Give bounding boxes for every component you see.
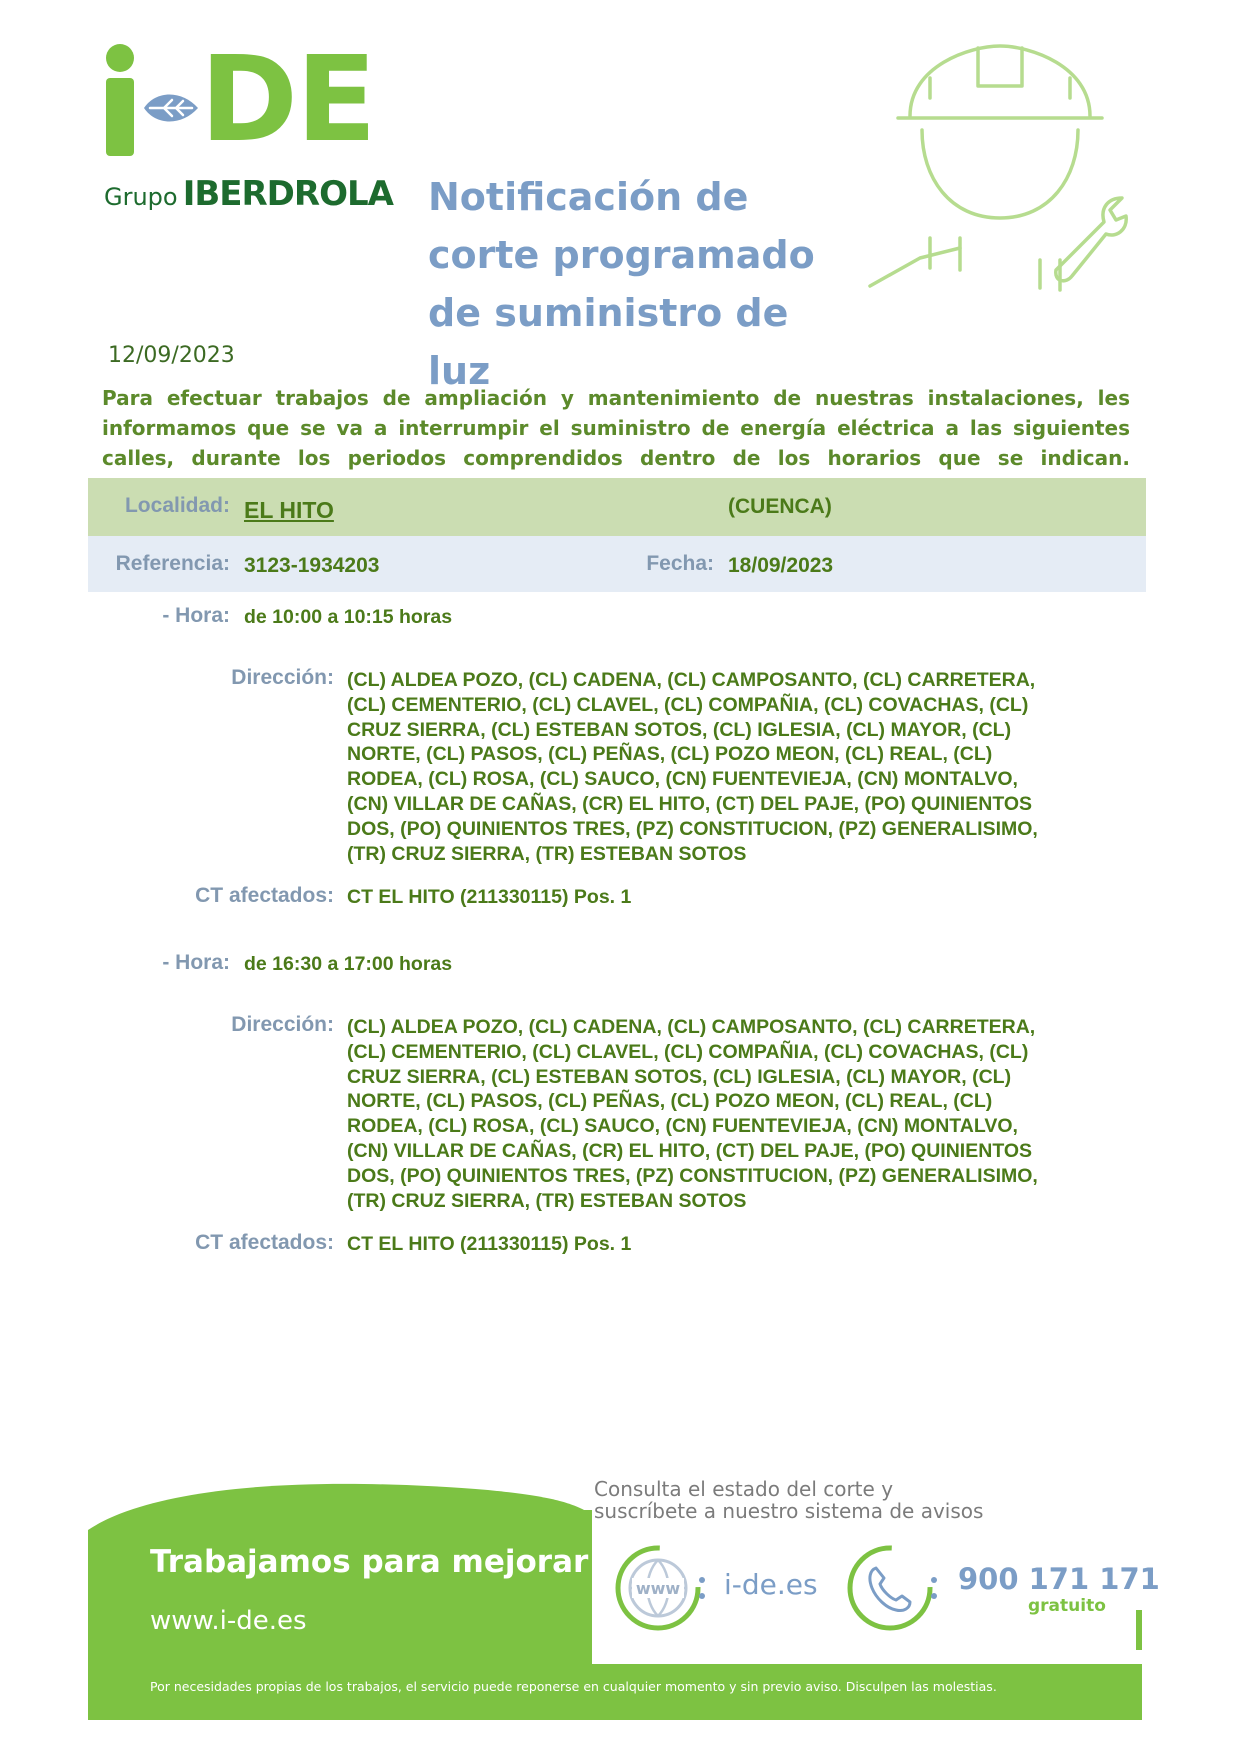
ct-label: CT afectados: [195,1231,334,1254]
ct-value: CT EL HITO (211330115) Pos. 1 [347,1233,632,1255]
footer-consulta: Consulta el estado del corte y suscríbete a nuestro sistema de avisos [594,1477,984,1523]
notice-date: 12/09/2023 [108,343,235,368]
ct-label: CT afectados: [195,884,334,907]
localidad-value: EL HITO [244,497,334,523]
footer-phone[interactable]: 900 171 171 [958,1562,1160,1596]
footer-slogan: Trabajamos para mejorar [150,1544,589,1580]
localidad-label: Localidad: [124,494,230,517]
footer-disclaimer: Por necesidades propias de los trabajos, el servicio puede reponerse en cualquier momento y sin previo aviso. Disculpen las molestias. [150,1679,997,1694]
web-globe-icon [610,1540,706,1636]
referencia-value: 3123-1934203 [244,554,380,577]
ct-value: CT EL HITO (211330115) Pos. 1 [347,886,632,908]
direccion-list: (CL) ALDEA POZO, (CL) CADENA, (CL) CAMPOSANTO, (CL) CARRETERA, (CL) CEMENTERIO, (CL) CLAVEL, (CL) COMPAÑIA, (CL) COVACHAS, (CL) CRUZ SIERRA, (CL) ESTEBAN SOTOS, (CL) IGLESIA, (CL) MAYOR, (CL) NORTE, (CL) PASOS, (CL) PEÑAS, (CL) POZO MEON, (CL) REAL, (CL) RODEA, (CL) ROSA, (CL) SAUCO, (CN) FUENTEVIEJA, (CN) MONTALVO, (CN) VILLAR DE CAÑAS, (CR) EL HITO, (CT) DEL PAJE, (PO) QUINIENTOS DOS, (PO) QUINIENTOS TRES, (PZ) CONSTITUCION, (PZ) GENERALISIMO, (TR) CRUZ SIERRA, (TR) ESTEBAN SOTOS [347,669,1038,865]
logo-de: DE [200,30,375,168]
hora-label: - Hora: [162,951,230,974]
svg-text:www: www [635,1579,681,1598]
fecha-value: 18/09/2023 [728,554,834,577]
direccion-label: Dirección: [231,666,334,689]
direccion-label: Dirección: [231,1013,334,1036]
direccion-list: (CL) ALDEA POZO, (CL) CADENA, (CL) CAMPOSANTO, (CL) CARRETERA, (CL) CEMENTERIO, (CL) CLAVEL, (CL) COMPAÑIA, (CL) COVACHAS, (CL) CRUZ SIERRA, (CL) ESTEBAN SOTOS, (CL) IGLESIA, (CL) MAYOR, (CL) NORTE, (CL) PASOS, (CL) PEÑAS, (CL) POZO MEON, (CL) REAL, (CL) RODEA, (CL) ROSA, (CL) SAUCO, (CN) FUENTEVIEJA, (CN) MONTALVO, (CN) VILLAR DE CAÑAS, (CR) EL HITO, (CT) DEL PAJE, (PO) QUINIENTOS DOS, (PO) QUINIENTOS TRES, (PZ) CONSTITUCION, (PZ) GENERALISIMO, (TR) CRUZ SIERRA, (TR) ESTEBAN SOTOS [347,1016,1038,1212]
footer-web[interactable]: i-de.es [724,1568,818,1601]
logo-i [104,44,138,156]
worker-helmet-wrench-icon [860,38,1140,308]
hora-value: de 16:30 a 17:00 horas [244,953,453,975]
referencia-label: Referencia: [115,552,230,575]
intro-paragraph: Para efectuar trabajos de ampliación y mantenimiento de nuestras instalaciones, les informamos que se va a interrumpir el suministro de energía eléctrica a las siguientes calles, durante los periodos comprendidos dentro de los horarios que se indican. [102,386,1130,470]
footer-phone-note: gratuito [1028,1596,1106,1616]
leaf-icon [142,88,200,128]
hora-label: - Hora: [162,604,230,627]
provincia-value: (CUENCA) [728,495,832,518]
logo-grupo-iberdrola: Grupo IBERDROLA [104,174,393,214]
fecha-label: Fecha: [646,552,714,575]
phone-icon [842,1540,938,1636]
hora-value: de 10:00 a 10:15 horas [244,606,453,628]
footer-url[interactable]: www.i-de.es [150,1606,307,1636]
page-title: Notificación de corte programado de suministro de luz [428,175,815,393]
